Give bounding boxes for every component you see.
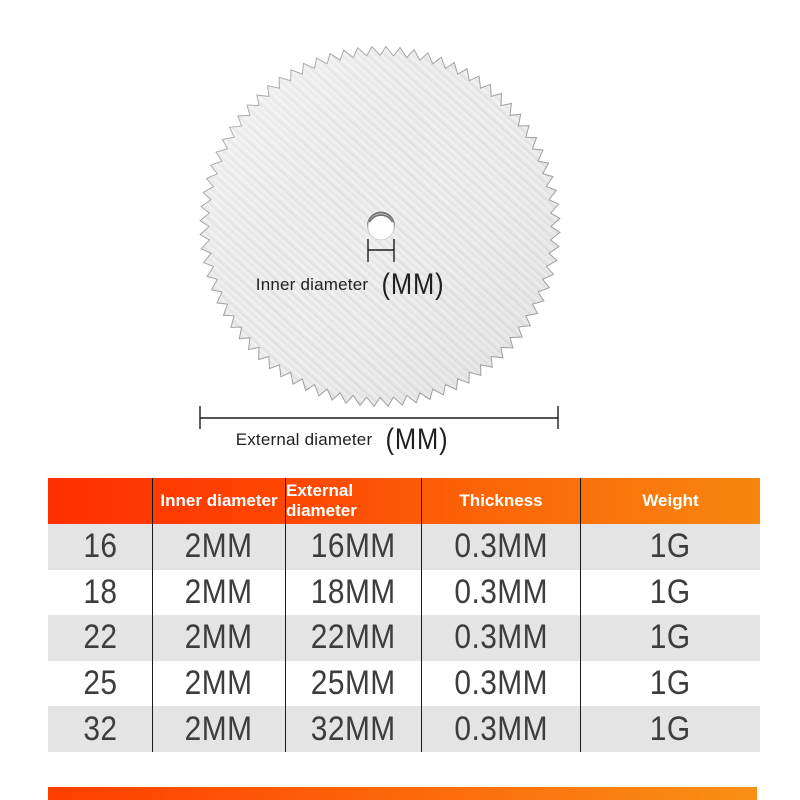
table-cell: 2MM: [152, 661, 285, 707]
table-cell: 32MM: [285, 706, 421, 752]
header-cell-blank: [48, 478, 152, 524]
table-cell: 1G: [580, 706, 760, 752]
table-cell: 0.3MM: [421, 706, 580, 752]
table-cell: 2MM: [152, 570, 285, 616]
table-cell: 18MM: [285, 570, 421, 616]
external-diameter-label-text: External diameter: [235, 430, 373, 449]
table-cell: 22MM: [285, 615, 421, 661]
header-cell-weight: Weight: [580, 478, 760, 524]
table-row: [48, 570, 760, 616]
header-cell-inner-diameter: Inner diameter: [152, 478, 285, 524]
table-cell: 16MM: [285, 524, 421, 570]
table-row: [48, 524, 760, 570]
table-cell: 22: [82, 618, 118, 657]
inner-diameter-label-text: Inner diameter: [255, 275, 369, 294]
table-row: [48, 615, 760, 661]
spec-table: [48, 478, 760, 752]
table-cell: 0.3MM: [421, 524, 580, 570]
header-cell-external-diameter: External diameter: [285, 478, 421, 524]
table-cell: 25: [82, 664, 118, 703]
inner-diameter-unit-text: (MM): [381, 268, 445, 301]
inner-diameter-label: [203, 265, 503, 305]
table-cell: 1G: [580, 661, 760, 707]
table-row: [48, 661, 760, 707]
table-cell: 2MM: [152, 524, 285, 570]
spec-table-header: [48, 478, 760, 524]
table-cell: 16: [82, 527, 118, 566]
table-cell: 0.3MM: [421, 661, 580, 707]
footer-accent-bar: [48, 787, 757, 800]
table-cell: 2MM: [152, 615, 285, 661]
table-row: [48, 706, 760, 752]
table-cell: 25MM: [285, 661, 421, 707]
table-cell: 18: [82, 572, 118, 611]
table-cell: 1G: [580, 570, 760, 616]
table-cell: 1G: [580, 615, 760, 661]
header-cell-thickness: Thickness: [421, 478, 580, 524]
table-cell: 0.3MM: [421, 570, 580, 616]
table-cell: 2MM: [152, 706, 285, 752]
external-diameter-label: [195, 420, 495, 460]
table-cell: 32: [82, 709, 118, 748]
table-cell: 1G: [580, 524, 760, 570]
table-cell: 0.3MM: [421, 615, 580, 661]
spec-table-body: [48, 524, 760, 752]
external-diameter-unit-text: (MM): [385, 423, 449, 456]
